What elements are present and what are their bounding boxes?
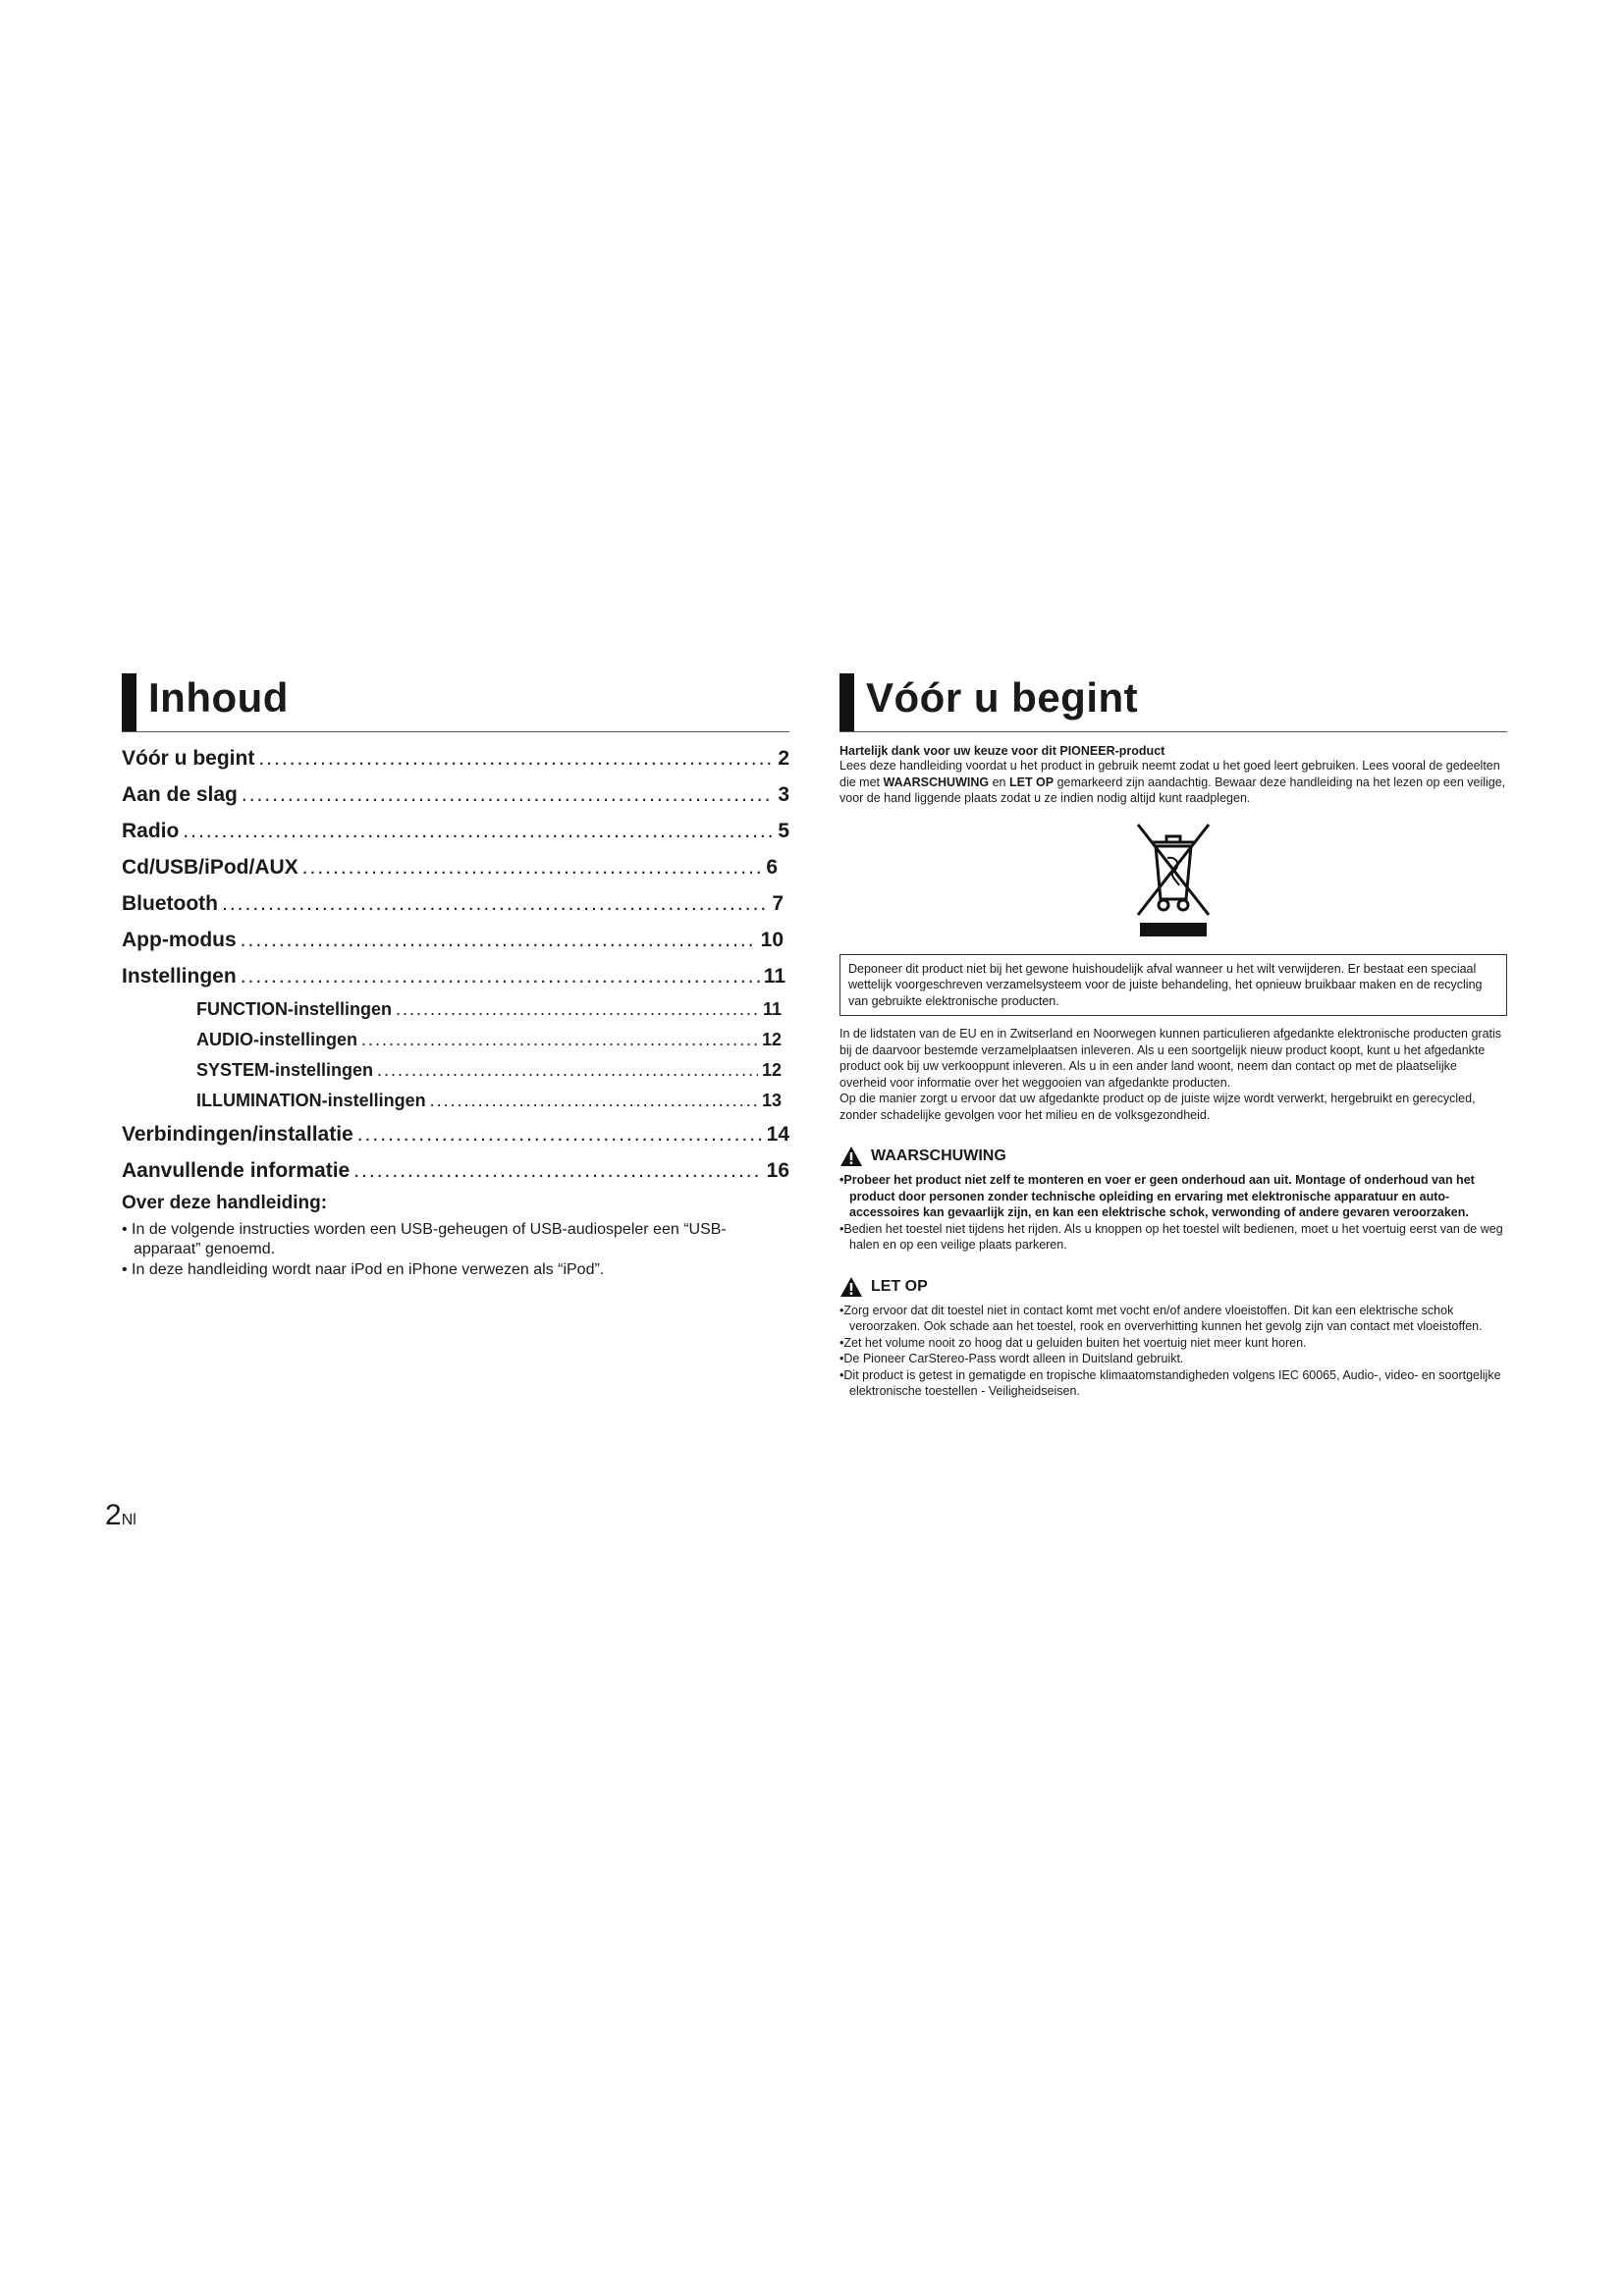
toc-item-page: 3 bbox=[778, 783, 789, 806]
page-number: 2Nl bbox=[105, 1499, 136, 1531]
list-item: • Zorg ervoor dat dit toestel niet in contact komt met vocht en/of andere vloeistoffen. Dit kan een elektrische schok veroorzaken. Ook schade aan het toestel, rook en oververhitting kunnen het gevolg zijn van contact met vloeistoffen. bbox=[839, 1303, 1507, 1335]
toc-item[interactable] bbox=[122, 1152, 789, 1189]
toc-subitem[interactable] bbox=[122, 994, 789, 1025]
left-column bbox=[122, 670, 789, 1281]
toc-subitem[interactable] bbox=[122, 1055, 789, 1086]
heading-bar bbox=[122, 673, 136, 731]
toc-item[interactable] bbox=[122, 849, 789, 885]
warning-heading bbox=[839, 1145, 1507, 1168]
caution-list bbox=[839, 1303, 1507, 1400]
intro-title: Vóór u begint bbox=[866, 674, 1139, 721]
language-code: Nl bbox=[121, 1512, 136, 1528]
intro-heading bbox=[839, 670, 1507, 732]
toc-subitem-page: 12 bbox=[761, 1060, 782, 1080]
toc-item[interactable] bbox=[122, 922, 789, 958]
toc-subitem-label: FUNCTION-instellingen bbox=[196, 999, 392, 1019]
toc-item[interactable] bbox=[122, 1116, 789, 1152]
toc-item[interactable] bbox=[122, 813, 789, 849]
about-manual-list bbox=[122, 1220, 789, 1280]
toc-subitem-label: AUDIO-instellingen bbox=[196, 1030, 358, 1049]
table-of-contents bbox=[122, 740, 789, 1189]
toc-item-label: Verbindingen/installatie bbox=[122, 1123, 353, 1146]
toc-item-page: 6 bbox=[766, 856, 778, 879]
weee-symbol-area bbox=[839, 817, 1507, 954]
toc-subitem-label: SYSTEM-instellingen bbox=[196, 1060, 374, 1080]
toc-item-label: Aanvullende informatie bbox=[122, 1159, 351, 1182]
toc-subitem-page: 13 bbox=[761, 1091, 782, 1110]
toc-item-label: Instellingen bbox=[122, 965, 237, 988]
list-item: • In deze handleiding wordt naar iPod en iPhone verwezen als “iPod”. bbox=[122, 1260, 789, 1280]
list-item: • Dit product is getest in gematigde en tropische klimaatomstandigheden volgens IEC 60065, Audio-, video- en soortgelijke elektronische toestellen - Veiligheidseisen. bbox=[839, 1367, 1507, 1400]
caution-title: LET OP bbox=[871, 1277, 928, 1295]
list-item: • Probeer het product niet zelf te monteren en voer er geen onderhoud aan uit. Montage of onderhoud van het product door personen zonder technische opleiding en ervaring met elektronische apparatuur en auto-accessoires kan gevaarlijk zijn, en kan een elektrische schok, verwonding of andere gevaren veroorzaken. bbox=[839, 1172, 1507, 1221]
toc-item[interactable] bbox=[122, 958, 789, 994]
toc-subitem[interactable] bbox=[122, 1086, 789, 1116]
toc-subitem-page: 11 bbox=[762, 999, 782, 1019]
toc-item[interactable] bbox=[122, 776, 789, 813]
right-column bbox=[839, 670, 1507, 1400]
toc-item-label: Radio bbox=[122, 820, 180, 842]
about-manual-title: Over deze handleiding: bbox=[122, 1193, 328, 1213]
disposal-paragraph: In de lidstaten van de EU en in Zwitserland en Noorwegen kunnen particulieren afgedankte elektronische producten gratis bij de daarvoor bestemde verzamelplaatsen inleveren. Als u een soortgelijk nieuw product koopt, kunt u het afgedankte product ook bij uw verkooppunt inleveren. Als u in een ander land woont, neem dan contact op met de plaatselijke overheid voor informatie over het weggooien van afgedankte producten. bbox=[839, 1027, 1502, 1090]
toc-item-label: App-modus bbox=[122, 929, 237, 951]
heading-bar bbox=[839, 673, 854, 731]
toc-item[interactable] bbox=[122, 740, 789, 776]
warning-triangle-icon bbox=[839, 1146, 863, 1167]
toc-item-page: 5 bbox=[778, 820, 789, 842]
warning-list bbox=[839, 1172, 1507, 1254]
toc-item-page: 16 bbox=[766, 1159, 789, 1182]
toc-title: Inhoud bbox=[148, 674, 289, 721]
toc-item-page: 10 bbox=[760, 929, 784, 951]
list-item: • Bedien het toestel niet tijdens het rijden. Als u knoppen op het toestel wilt bedienen, moet u het voertuig eerst van de weg halen en op een veilige plaats parkeren. bbox=[839, 1221, 1507, 1254]
disposal-notice-box: Deponeer dit product niet bij het gewone huishoudelijk afval wanneer u het wilt verwijderen. Er bestaat een speciaal wettelijk voorgeschreven verzamelsysteem voor de juiste behandeling, het opnieuw bruikbaar maken en de recycling van gebruikte elektronische producten. bbox=[839, 954, 1507, 1017]
thanks-line: Hartelijk dank voor uw keuze voor dit PIONEER-product bbox=[839, 744, 1165, 758]
warning-triangle-icon bbox=[839, 1276, 863, 1298]
caution-heading bbox=[839, 1275, 1507, 1299]
toc-heading bbox=[122, 670, 789, 732]
toc-item-page: 14 bbox=[766, 1123, 789, 1146]
list-item: • De Pioneer CarStereo-Pass wordt alleen in Duitsland gebruikt. bbox=[839, 1351, 1507, 1367]
toc-item-label: Cd/USB/iPod/AUX bbox=[122, 856, 298, 879]
toc-subitem-label: ILLUMINATION-instellingen bbox=[196, 1091, 426, 1110]
list-item: • Zet het volume nooit zo hoog dat u geluiden buiten het voertuig niet meer kunt horen. bbox=[839, 1335, 1507, 1352]
toc-item-page: 7 bbox=[772, 892, 784, 915]
warning-title: WAARSCHUWING bbox=[871, 1148, 1006, 1164]
disposal-paragraph: Op die manier zorgt u ervoor dat uw afgedankte product op de juiste wijze wordt verwerkt, hergebruikt en gerecycled, zonder schadelijke gevolgen voor het milieu en de volksgezondheid. bbox=[839, 1092, 1476, 1122]
toc-subitem-page: 12 bbox=[761, 1030, 782, 1049]
toc-item-label: Aan de slag bbox=[122, 783, 238, 806]
intro-paragraph: Lees deze handleiding voordat u het product in gebruik neemt zodat u het goed leert gebruiken. Lees vooral de gedeelten die met WAARSCHUWING en LET OP gemarkeerd zijn aandachtig. Bewaar deze handleiding na het lezen op een veilige, voor de hand liggende plaats zodat u ze indien nodig altijd kunt raadplegen. bbox=[839, 759, 1506, 805]
toc-subitem[interactable] bbox=[122, 1025, 789, 1055]
toc-item-label: Vóór u begint bbox=[122, 747, 255, 770]
crossed-out-wheeled-bin-icon bbox=[1134, 821, 1213, 938]
list-item: • In de volgende instructies worden een USB-geheugen of USB-audiospeler een “USB-apparaat” genoemd. bbox=[122, 1220, 789, 1259]
toc-item[interactable] bbox=[122, 885, 789, 922]
toc-item-label: Bluetooth bbox=[122, 892, 218, 915]
toc-item-page: 2 bbox=[778, 747, 789, 770]
toc-item-page: 11 bbox=[763, 965, 785, 988]
